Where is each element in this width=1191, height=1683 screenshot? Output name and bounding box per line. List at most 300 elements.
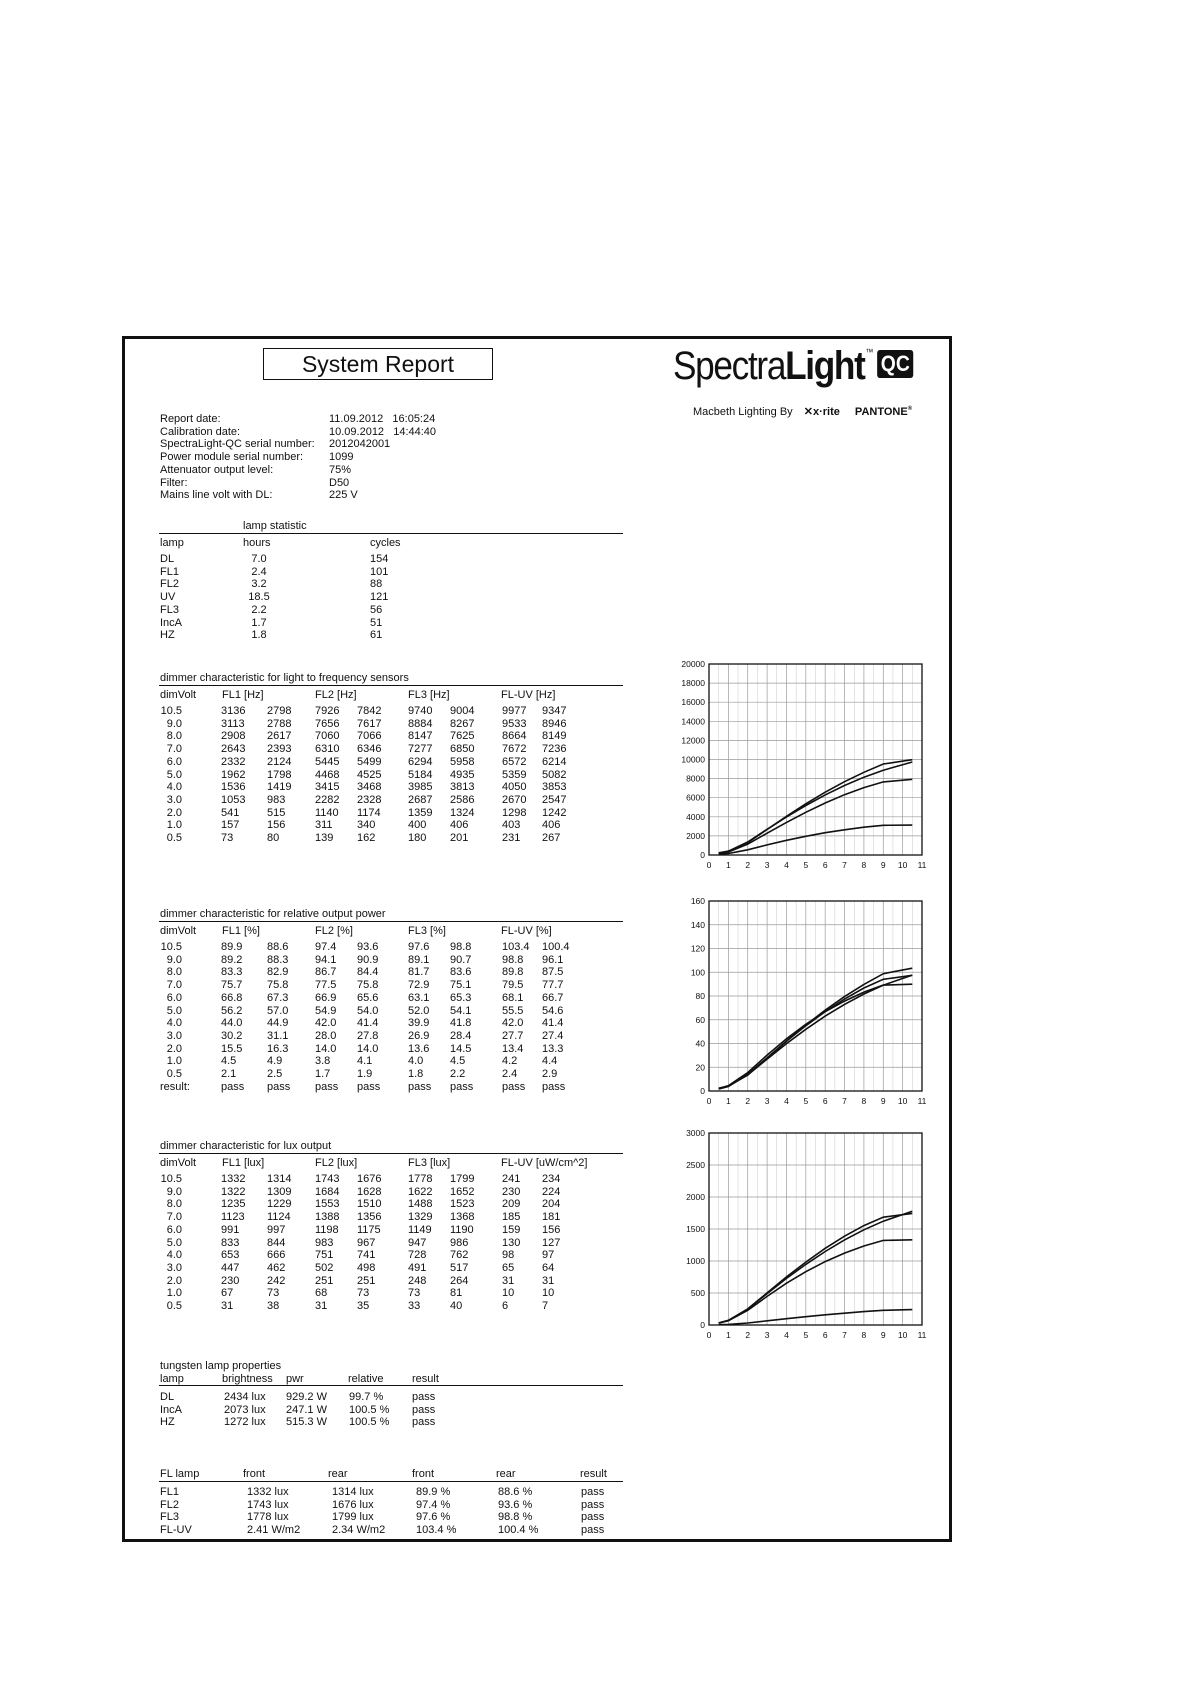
lux-cell: 64 — [542, 1261, 555, 1274]
power-cell: 4.0 — [166, 1017, 182, 1030]
power-cell: 89.9 — [221, 941, 243, 953]
lux-cell: 491 — [408, 1261, 427, 1274]
lamp-stat-cell: IncA — [160, 616, 183, 629]
chart-x-tick-label: 8 — [861, 1330, 867, 1340]
info-values-line: 11.09.2012 16:05:24 — [329, 413, 436, 425]
chart-x-tick-label: 2 — [745, 1330, 751, 1340]
power-cell: 97.4 — [315, 941, 337, 953]
lux-cell: 68 — [315, 1287, 328, 1300]
power-cell: 41.8 — [450, 1017, 472, 1030]
lux-cell: 31 — [221, 1300, 234, 1312]
freq-cell: 541 — [221, 806, 240, 819]
power-cell: 4.2 — [502, 1055, 518, 1068]
freq-cell: 201 — [450, 832, 469, 844]
freq-cell: 8147 — [408, 730, 433, 743]
freq-cell: 3853 — [542, 781, 567, 794]
power-cell: pass — [450, 1080, 474, 1093]
freq-cell: 1298 — [502, 806, 527, 819]
lux-cell: 4.0 — [166, 1249, 182, 1262]
power-cell: 42.0 — [315, 1017, 337, 1030]
lux-cell: 242 — [267, 1274, 286, 1287]
power-cell: 72.9 — [408, 979, 430, 992]
chart-x-tick-label: 8 — [861, 1096, 867, 1106]
fl-lamp-rule — [159, 1481, 623, 1482]
power-cell: 68.1 — [502, 991, 524, 1004]
power-cell: pass — [408, 1080, 432, 1093]
xrite-logo — [804, 406, 840, 418]
freq-cell: 8946 — [542, 717, 567, 730]
lux-cell: 127 — [542, 1236, 561, 1249]
power-cell: pass — [315, 1080, 339, 1093]
fl-lamp-cell: 1314 lux — [332, 1486, 374, 1498]
freq-cell: 7277 — [408, 743, 433, 756]
fl-lamp-cell: 100.4 % — [498, 1524, 539, 1537]
power-cell: 75.1 — [450, 979, 472, 992]
freq-cell: 0.5 — [166, 832, 182, 844]
report-title — [263, 348, 493, 380]
lux-cell: 502 — [315, 1261, 334, 1274]
fl-lamp-cell: 1799 lux — [332, 1511, 374, 1524]
chart-y-tick-label: 12000 — [681, 735, 705, 746]
power-cell: 82.9 — [267, 966, 289, 979]
lux-cell: 1388 — [315, 1211, 340, 1224]
lux-cell: 31 — [502, 1274, 515, 1287]
lux-cell: 728 — [408, 1249, 427, 1262]
power-cell: 9.0 — [166, 953, 182, 966]
lux-cell: 1329 — [408, 1211, 433, 1224]
freq-cell: 9004 — [450, 705, 475, 717]
power-cell: pass — [267, 1080, 291, 1093]
tungsten-cell: 929.2 W — [286, 1391, 327, 1403]
power-cell: 77.7 — [542, 979, 564, 992]
freq-cell: 8664 — [502, 730, 527, 743]
power-cell: 42.0 — [502, 1017, 524, 1030]
lux-cell: 1684 — [315, 1185, 340, 1198]
lux-cell: 230 — [502, 1185, 521, 1198]
power-cell: 3.8 — [315, 1055, 331, 1068]
chart-x-tick-label: 9 — [880, 1330, 886, 1340]
tungsten-cell: 100.5 % — [349, 1403, 390, 1416]
chart-x-tick-label: 1 — [725, 1330, 731, 1340]
lux-cell: 1488 — [408, 1198, 433, 1211]
chart-x-tick-label: 10 — [897, 1096, 908, 1106]
tungsten-cell: DL — [160, 1391, 175, 1403]
lamp-stat-cell: 56 — [370, 603, 383, 616]
fl-lamp-cell: 103.4 % — [416, 1524, 457, 1537]
freq-cell: 157 — [221, 819, 240, 832]
freq-cell: 6214 — [542, 755, 567, 768]
freq-cell: 2617 — [267, 730, 292, 743]
chart-y-tick-label: 0 — [700, 1086, 705, 1096]
lux-cell: 81 — [450, 1287, 463, 1300]
chart-x-tick-label: 7 — [842, 860, 847, 870]
chart-x-tick-label: 6 — [822, 1096, 828, 1106]
lamp-stat-header: lamp — [160, 537, 184, 549]
power-cell: 44.9 — [267, 1017, 289, 1030]
freq-cell: 7625 — [450, 730, 475, 743]
lux-cell: 1523 — [450, 1198, 475, 1211]
power-cell: 8.0 — [166, 966, 182, 979]
lux-cell: 1309 — [267, 1185, 292, 1198]
lux-cell: 251 — [315, 1274, 334, 1287]
lux-cell: 1314 — [267, 1173, 292, 1185]
freq-cell: 1962 — [221, 768, 246, 781]
power-cell: 89.2 — [221, 953, 243, 966]
lux-cell: 1743 — [315, 1173, 340, 1185]
lux-cell: 3.0 — [166, 1261, 182, 1274]
freq-cell: 5359 — [502, 768, 527, 781]
brand-bold: Light — [785, 344, 865, 388]
lux-cell: 10 — [502, 1287, 515, 1300]
fl-lamp-cell: 98.8 % — [498, 1511, 533, 1524]
lux-cell: 31 — [542, 1274, 555, 1287]
lux-cell: 1190 — [450, 1223, 474, 1236]
lux-header: FL3 [lux] — [408, 1157, 451, 1169]
freq-cell: 5445 — [315, 755, 340, 768]
chart-x-tick-label: 2 — [745, 860, 751, 870]
chart-x-tick-label: 4 — [784, 860, 789, 870]
power-cell: pass — [542, 1080, 566, 1093]
power-cell: 66.8 — [221, 991, 243, 1004]
lux-cell: 130 — [502, 1236, 521, 1249]
freq-cell: 1140 — [315, 806, 339, 819]
freq-cell: 4525 — [357, 768, 382, 781]
power-cell: 89.1 — [408, 953, 430, 966]
freq-header: dimVolt — [160, 689, 197, 701]
sub-brand-macbeth: Macbeth Lighting By — [693, 406, 793, 418]
power-cell: 2.0 — [166, 1042, 182, 1055]
lux-cell: 73 — [408, 1287, 421, 1300]
lux-cell: 1198 — [315, 1223, 339, 1236]
sub-brand-line — [693, 405, 912, 418]
chart-x-tick-label: 5 — [803, 860, 809, 870]
fl-lamp-header: rear — [496, 1468, 516, 1480]
lamp-stat-cell: HZ — [160, 629, 175, 642]
lux-cell: 181 — [542, 1211, 561, 1224]
freq-cell: 406 — [542, 819, 561, 832]
freq-cell: 1324 — [450, 806, 475, 819]
chart-x-tick-label: 4 — [784, 1096, 789, 1106]
power-header: FL1 [%] — [222, 925, 260, 937]
power-cell: 84.4 — [357, 966, 379, 979]
lux-cell: 7.0 — [166, 1211, 182, 1224]
info-values-line: 10.09.2012 14:44:40 — [329, 425, 437, 438]
freq-cell: 7926 — [315, 705, 340, 717]
lux-cell: 209 — [502, 1198, 521, 1211]
freq-cell: 2586 — [450, 793, 475, 806]
chart-y-tick-label: 16000 — [681, 697, 705, 708]
power-cell: 28.4 — [450, 1029, 472, 1042]
power-cell: 27.4 — [542, 1029, 564, 1042]
lux-cell: 833 — [221, 1236, 240, 1249]
lux-cell: 967 — [357, 1236, 376, 1249]
fl-lamp-cell: FL1 — [160, 1486, 179, 1498]
fl-lamp-cell: 93.6 % — [498, 1498, 533, 1511]
power-cell: 31.1 — [267, 1029, 289, 1042]
chart-y-tick-label: 6000 — [686, 792, 705, 803]
lux-cell: 1778 — [408, 1173, 433, 1185]
power-header: FL-UV [%] — [501, 925, 552, 937]
lux-cell: 1175 — [357, 1223, 381, 1236]
power-cell: 26.9 — [408, 1029, 430, 1042]
chart-y-tick-label: 18000 — [681, 678, 705, 689]
freq-cell: 1798 — [267, 768, 292, 781]
lux-header: FL1 [lux] — [222, 1157, 265, 1169]
power-cell: 7.0 — [166, 979, 182, 992]
fl-lamp-cell: 97.4 % — [416, 1498, 451, 1511]
freq-cell: 2687 — [408, 793, 433, 806]
tungsten-header: lamp — [160, 1373, 184, 1385]
freq-cell: 2.0 — [166, 806, 182, 819]
chart-y-tick-label: 140 — [690, 919, 705, 930]
freq-cell: 7842 — [357, 705, 382, 717]
power-cell: 6.0 — [166, 991, 182, 1004]
power-cell: 94.1 — [315, 953, 337, 966]
power-cell: 13.3 — [542, 1042, 564, 1055]
lux-cell: 1322 — [221, 1185, 246, 1198]
fl-lamp-cell: 97.6 % — [416, 1511, 451, 1524]
lux-cell: 10.5 — [160, 1173, 182, 1185]
freq-cell: 4050 — [502, 781, 527, 794]
power-cell: 63.1 — [408, 991, 430, 1004]
power-cell: result: — [160, 1080, 190, 1093]
power-cell: 86.7 — [315, 966, 337, 979]
chart-x-tick-label: 11 — [917, 860, 927, 870]
fl-lamp-cell: 89.9 % — [416, 1486, 451, 1498]
lux-cell: 156 — [542, 1223, 561, 1236]
freq-cell: 5499 — [357, 755, 382, 768]
lux-cell: 2.0 — [166, 1274, 182, 1287]
freq-cell: 9.0 — [166, 717, 182, 730]
info-values-line: D50 — [329, 476, 350, 489]
lux-cell: 991 — [221, 1223, 240, 1236]
chart-y-tick-label: 14000 — [681, 716, 705, 727]
lux-header: FL2 [lux] — [315, 1157, 358, 1169]
lamp-stat-cell: 2.4 — [251, 565, 267, 578]
tungsten-header: brightness — [222, 1373, 273, 1385]
fl-lamp-cell: FL-UV — [160, 1524, 192, 1537]
freq-cell: 3415 — [315, 781, 340, 794]
info-labels-line: Power module serial number: — [160, 451, 304, 464]
freq-cell: 5958 — [450, 755, 475, 768]
lux-cell: 741 — [357, 1249, 376, 1262]
chart-x-tick-label: 10 — [897, 1330, 908, 1340]
power-cell: 77.5 — [315, 979, 337, 992]
lux-cell: 1676 — [357, 1173, 382, 1185]
power-cell: 4.9 — [267, 1055, 283, 1068]
power-cell: 67.3 — [267, 991, 289, 1004]
power-cell: 54.9 — [315, 1004, 337, 1017]
lamp-stat-rule — [159, 533, 623, 534]
freq-cell: 9347 — [542, 705, 567, 717]
freq-cell: 9740 — [408, 705, 433, 717]
tungsten-cell: 99.7 % — [349, 1391, 384, 1403]
lamp-stat-cell: 101 — [370, 565, 389, 578]
lux-cell: 241 — [502, 1173, 521, 1185]
power-cell: 97.6 — [408, 941, 430, 953]
lux-cell: 447 — [221, 1261, 240, 1274]
power-cell: 41.4 — [357, 1017, 379, 1030]
fl-lamp-cell: 1332 lux — [247, 1486, 289, 1498]
freq-cell: 2282 — [315, 793, 340, 806]
power-cell: 90.9 — [357, 953, 379, 966]
lamp-stat-title: lamp statistic — [243, 520, 307, 532]
freq-cell: 9977 — [502, 705, 527, 717]
lamp-stat-cell: DL — [160, 553, 175, 565]
lux-cell: 40 — [450, 1300, 463, 1312]
lamp-stat-cell: 1.8 — [251, 629, 267, 642]
power-cell: 3.0 — [166, 1029, 182, 1042]
power-cell: 1.9 — [357, 1068, 373, 1080]
power-cell: 98.8 — [450, 941, 472, 953]
chart-y-tick-label: 20000 — [681, 659, 705, 669]
power-cell: 2.2 — [450, 1068, 466, 1080]
freq-cell: 7236 — [542, 743, 567, 756]
chart-x-tick-label: 9 — [880, 860, 886, 870]
power-cell: 88.3 — [267, 953, 289, 966]
chart-x-tick-label: 10 — [897, 860, 908, 870]
lux-cell: 73 — [267, 1287, 280, 1300]
fl-lamp-header: rear — [328, 1468, 348, 1480]
lamp-stat-cell: 88 — [370, 578, 383, 591]
lux-cell: 653 — [221, 1249, 240, 1262]
chart-x-tick-label: 0 — [706, 1096, 712, 1106]
freq-cell: 5184 — [408, 768, 433, 781]
freq-cell: 403 — [502, 819, 521, 832]
power-cell: 0.5 — [166, 1068, 182, 1080]
power-cell: 1.0 — [166, 1055, 182, 1068]
info-labels-line: Attenuator output level: — [160, 463, 274, 476]
chart-x-tick-label: 6 — [822, 860, 828, 870]
tungsten-header: relative — [348, 1373, 384, 1385]
freq-cell: 8884 — [408, 717, 433, 730]
lux-header: FL-UV [uW/cm^2] — [501, 1157, 588, 1169]
tungsten-cell: pass — [412, 1391, 436, 1403]
info-labels-line: Report date: — [160, 413, 221, 425]
freq-cell: 6346 — [357, 743, 382, 756]
lux-cell: 5.0 — [166, 1236, 182, 1249]
power-cell: 14.5 — [450, 1042, 472, 1055]
freq-cell: 7.0 — [166, 743, 182, 756]
info-values-line: 225 V — [329, 489, 358, 502]
chart-y-tick-label: 80 — [695, 991, 705, 1001]
power-cell: 54.6 — [542, 1004, 564, 1017]
power-cell: 88.6 — [267, 941, 289, 953]
lamp-stat-cell: 1.7 — [251, 616, 267, 629]
lux-cell: 1622 — [408, 1185, 433, 1198]
lux-cell: 35 — [357, 1300, 370, 1312]
fl-lamp-cell: pass — [581, 1486, 605, 1498]
power-header: FL3 [%] — [408, 925, 446, 937]
lux-cell: 67 — [221, 1287, 234, 1300]
power-cell: 93.6 — [357, 941, 379, 953]
lamp-stat-cell: 154 — [370, 553, 389, 565]
lux-cell: 844 — [267, 1236, 286, 1249]
report-title-text: System Report — [301, 350, 455, 377]
tungsten-cell: 100.5 % — [349, 1416, 390, 1429]
freq-cell: 3985 — [408, 781, 433, 794]
lux-cell: 1356 — [357, 1211, 382, 1224]
lux-cell: 73 — [357, 1287, 370, 1300]
lux-cell: 6.0 — [166, 1223, 182, 1236]
power-header: FL2 [%] — [315, 925, 353, 937]
fl-lamp-cell: 1778 lux — [247, 1511, 289, 1524]
lux-cell: 10 — [542, 1287, 555, 1300]
lux-cell: 997 — [267, 1223, 286, 1236]
lux-cell: 762 — [450, 1249, 469, 1262]
info-labels-line: Filter: — [160, 476, 188, 489]
power-cell: 2.5 — [267, 1068, 283, 1080]
freq-cell: 1053 — [221, 793, 246, 806]
lux-cell: 234 — [542, 1173, 561, 1185]
power-cell: 2.1 — [221, 1068, 237, 1080]
chart-x-tick-label: 5 — [803, 1096, 809, 1106]
power-cell: 100.4 — [542, 941, 570, 953]
chart-y-tick-label: 2500 — [686, 1160, 705, 1170]
chart-x-tick-label: 0 — [706, 1330, 712, 1340]
chart-x-tick-label: 8 — [861, 860, 867, 870]
chart-x-tick-label: 7 — [842, 1096, 847, 1106]
fl-lamp-header: FL lamp — [160, 1468, 200, 1480]
freq-cell: 340 — [357, 819, 376, 832]
lux-cell: 0.5 — [166, 1300, 182, 1312]
freq-cell: 3468 — [357, 781, 382, 794]
lamp-stat-header: hours — [243, 537, 271, 549]
lux-header: dimVolt — [160, 1157, 197, 1169]
lamp-stat-cell: 18.5 — [248, 591, 270, 604]
power-header: dimVolt — [160, 925, 197, 937]
freq-cell: 7060 — [315, 730, 340, 743]
brand-thin: Spectra — [673, 344, 786, 388]
tungsten-cell: pass — [412, 1416, 436, 1429]
power-cell: 75.8 — [357, 979, 379, 992]
freq-cell: 3.0 — [166, 793, 182, 806]
brand-qc-badge: QC — [877, 350, 913, 378]
freq-cell: 3136 — [221, 705, 246, 717]
chart-y-tick-label: 0 — [700, 1320, 705, 1330]
lamp-stat-cell: UV — [160, 591, 176, 604]
freq-cell: 7672 — [502, 743, 527, 756]
lux-cell: 185 — [502, 1211, 521, 1224]
power-cell: 52.0 — [408, 1004, 430, 1017]
freq-cell: 5.0 — [166, 768, 182, 781]
power-cell: 14.0 — [315, 1042, 337, 1055]
power-cell: 65.3 — [450, 991, 472, 1004]
chart-y-tick-label: 60 — [695, 1014, 705, 1025]
tungsten-cell: 2434 lux — [224, 1391, 266, 1403]
info-labels — [160, 413, 315, 502]
tungsten-cell: 1272 lux — [224, 1416, 266, 1429]
info-values-line: 75% — [329, 463, 352, 476]
chart-y-tick-label: 2000 — [686, 1192, 705, 1202]
freq-cell: 2788 — [267, 717, 292, 730]
power-cell: 4.4 — [542, 1055, 558, 1068]
lux-cell: 1553 — [315, 1198, 340, 1211]
power-cell: 4.0 — [408, 1055, 424, 1068]
chart-y-tick-label: 3000 — [686, 1128, 705, 1138]
freq-cell: 231 — [502, 832, 521, 844]
power-cell: 1.8 — [408, 1068, 424, 1080]
power-cell: 54.0 — [357, 1004, 379, 1017]
freq-title: dimmer characteristic for light to frequency sensors — [160, 672, 409, 684]
info-labels-line: Mains line volt with DL: — [160, 489, 273, 502]
lamp-stat-cell: 2.2 — [251, 603, 267, 616]
chart-x-tick-label: 1 — [725, 1096, 731, 1106]
power-cell: 27.8 — [357, 1029, 379, 1042]
chart-x-tick-label: 5 — [803, 1330, 809, 1340]
freq-cell: 6850 — [450, 743, 475, 756]
lux-cell: 230 — [221, 1274, 240, 1287]
